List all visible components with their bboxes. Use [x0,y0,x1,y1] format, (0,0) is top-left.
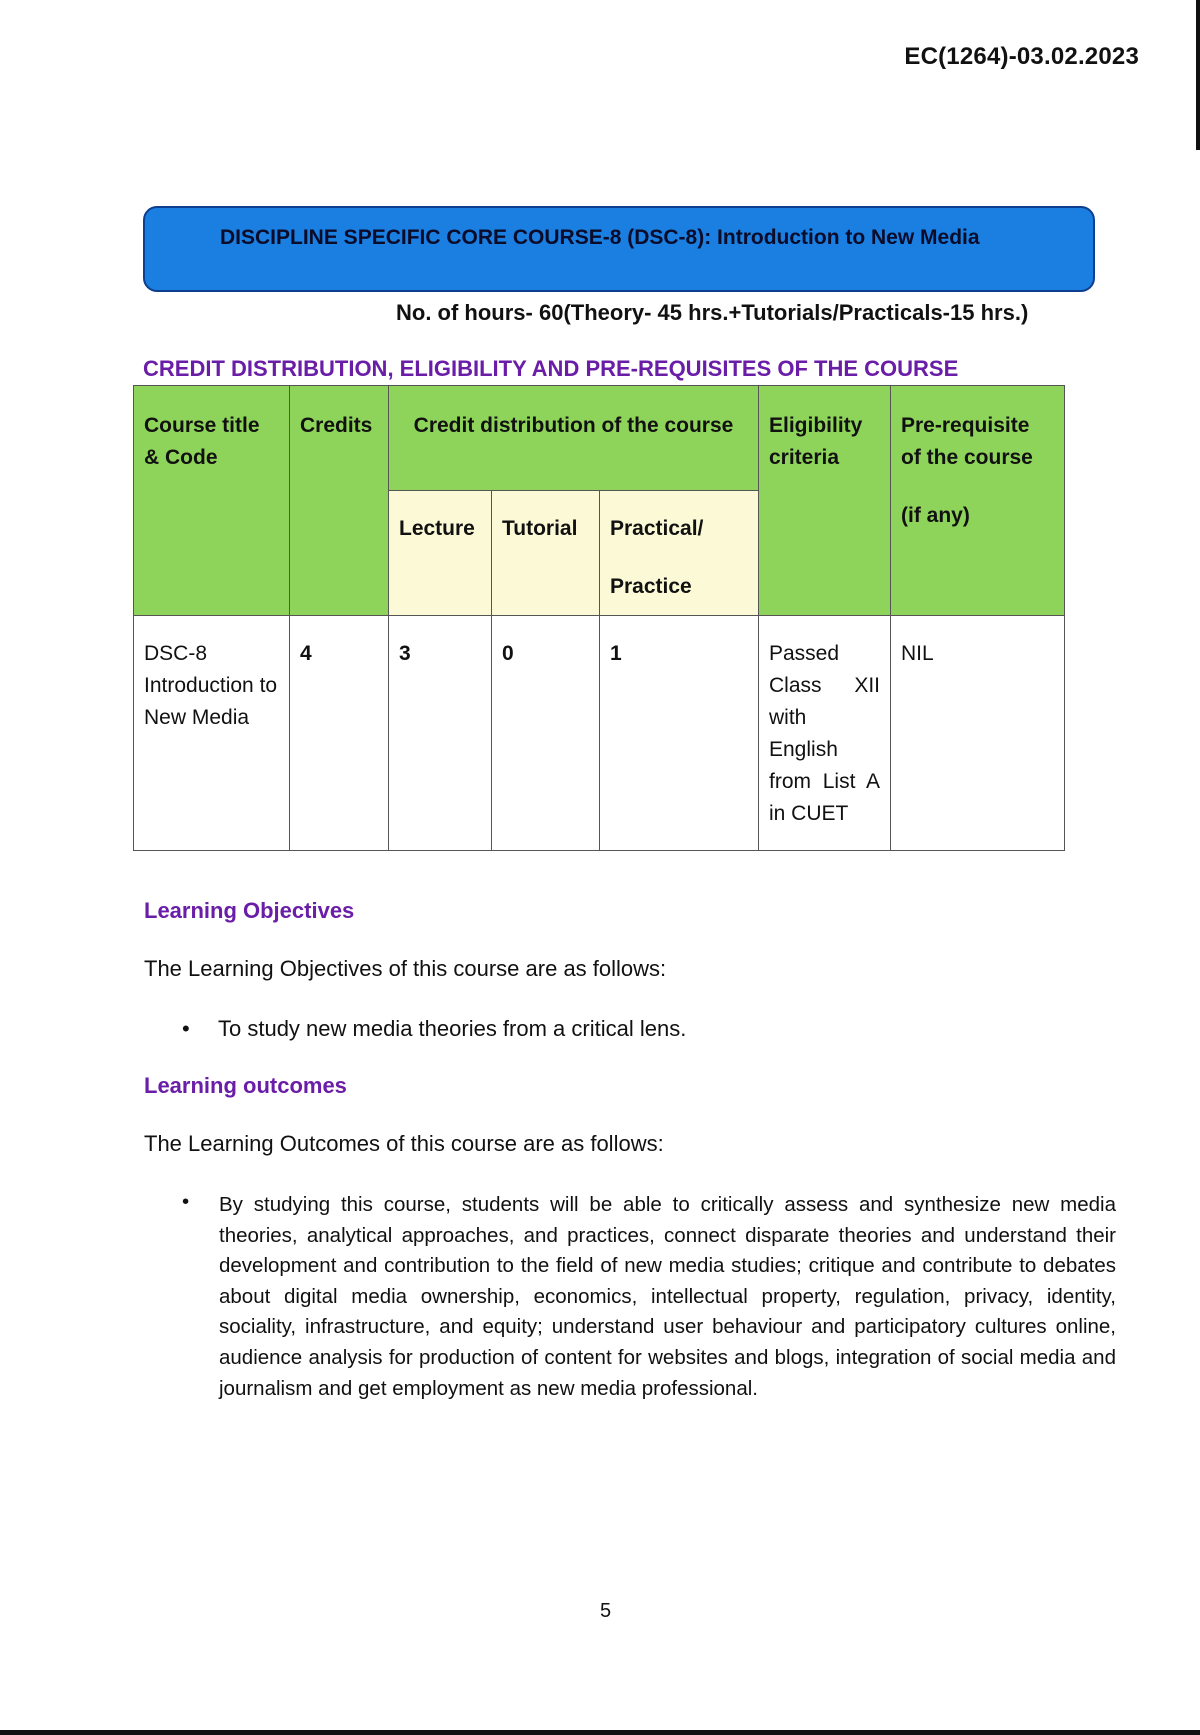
cell-course: DSC-8 Introduction to New Media [134,616,290,851]
credit-section-heading: CREDIT DISTRIBUTION, ELIGIBILITY AND PRE-REQUISITES OF THE COURSE [143,356,959,381]
table-row [134,616,1065,851]
table-header-row [134,386,1065,491]
cell-tutorial: 0 [492,616,600,851]
header-prerequisite-note: (if any) [901,504,970,527]
header-practical-line2: Practice [610,575,692,598]
header-course-title: Course title & Code [134,386,290,616]
hours-summary: No. of hours- 60(Theory- 45 hrs.+Tutorials/Practicals-15 hrs.) [396,300,1029,325]
header-prerequisite [891,386,1065,616]
credit-distribution-table [133,385,1065,851]
header-tutorial: Tutorial [492,491,600,616]
header-eligibility: Eligibility criteria [759,386,891,616]
objectives-intro: The Learning Objectives of this course are as follows: [144,956,667,981]
page-edge-bottom [0,1730,1200,1735]
objective-text: To study new media theories from a critical lens. [218,1016,687,1041]
cell-prerequisite: NIL [891,616,1065,851]
bullet-icon: • [182,1016,190,1041]
header-lecture: Lecture [389,491,492,616]
course-title-banner [143,206,1095,292]
header-credit-distribution: Credit distribution of the course [389,386,759,491]
cell-eligibility: Passed Class XII with English from List A in CUET [759,616,891,851]
cell-lecture: 3 [389,616,492,851]
bullet-icon: • [182,1190,190,1213]
page-number: 5 [600,1600,612,1622]
outcome-text: By studying this course, students will be able to critically assess and synthesize new media theories, analytical approaches, and practices, connect disparate theories and understand their development and contribution to the field of new media studies; critique and contribute to debates about digital media ownership, economics, intellectual property, regulation, privacy, identity, sociality, infrastructure, and equity; understand user behaviour and participatory cultures online, audience analysis for production of content for websites and blogs, integration of social media and journalism and get employment as new media professional. [219,1193,1116,1400]
cell-practical: 1 [600,616,759,851]
outcomes-intro: The Learning Outcomes of this course are as follows: [144,1131,664,1156]
list-item [182,1190,1116,1404]
header-credits: Credits [290,386,389,616]
header-prerequisite-label: Pre-requisite of the course [901,414,1033,469]
cell-credits: 4 [290,616,389,851]
learning-objectives-heading: Learning Objectives [144,898,355,923]
header-practical-line1: Practical/ [610,517,704,540]
header-practical [600,491,759,616]
page-edge [1196,0,1200,150]
document-reference: EC(1264)-03.02.2023 [904,43,1139,70]
course-title: DISCIPLINE SPECIFIC CORE COURSE-8 (DSC-8): Introduction to New Media [220,226,980,249]
learning-outcomes-heading: Learning outcomes [144,1073,347,1098]
